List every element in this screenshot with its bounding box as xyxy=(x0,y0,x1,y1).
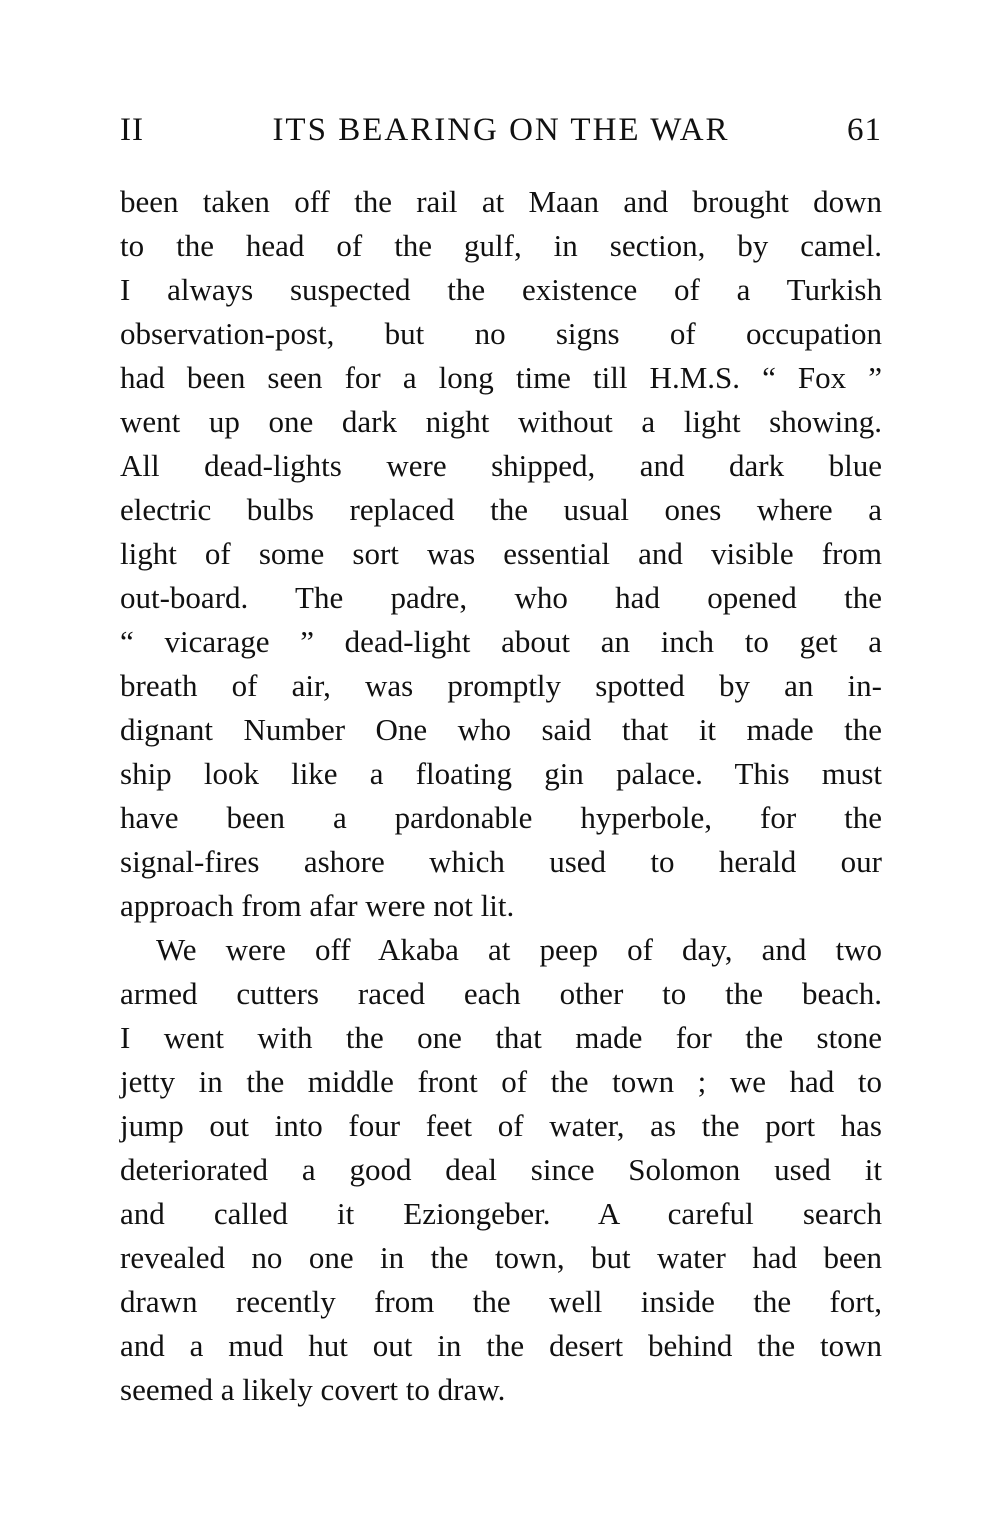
text-line: out-board. The padre, who had opened the xyxy=(120,580,882,615)
text-line: have been a pardonable hyperbole, for the xyxy=(120,800,882,835)
text-line: revealed no one in the town, but water had been xyxy=(120,1240,882,1275)
paragraph-2 xyxy=(120,928,882,1412)
text-line: went up one dark night without a light showing. xyxy=(120,404,882,439)
text-line: had been seen for a long time till H.M.S. “ Fox ” xyxy=(120,360,882,395)
text-line: to the head of the gulf, in section, by camel. xyxy=(120,228,882,263)
text-line: drawn recently from the well inside the fort, xyxy=(120,1284,882,1319)
text-line: breath of air, was promptly spotted by an in- xyxy=(120,668,882,703)
paragraph-1 xyxy=(120,180,882,928)
text-line: jetty in the middle front of the town ; we had to xyxy=(120,1064,882,1099)
text-line: I went with the one that made for the stone xyxy=(120,1020,882,1055)
text-line: light of some sort was essential and visible from xyxy=(120,536,882,571)
chapter-number: II xyxy=(120,112,144,148)
text-line: ship look like a floating gin palace. This must xyxy=(120,756,882,791)
running-title: ITS BEARING ON THE WAR xyxy=(272,112,730,148)
text-line: approach from afar were not lit. xyxy=(120,888,515,923)
text-line: deteriorated a good deal since Solomon used it xyxy=(120,1152,882,1187)
running-head xyxy=(120,112,882,160)
text-line: I always suspected the existence of a Turkish xyxy=(120,272,882,307)
page-number: 61 xyxy=(847,112,882,148)
text-line: All dead-lights were shipped, and dark blue xyxy=(120,448,882,483)
text-line: electric bulbs replaced the usual ones where a xyxy=(120,492,882,527)
text-line: We were off Akaba at peep of day, and two xyxy=(156,932,882,967)
text-line: jump out into four feet of water, as the port has xyxy=(120,1108,882,1143)
text-line: armed cutters raced each other to the beach. xyxy=(120,976,882,1011)
text-line: observation-post, but no signs of occupation xyxy=(120,316,882,351)
body-text xyxy=(120,180,882,1412)
text-line: and a mud hut out in the desert behind the town xyxy=(120,1328,882,1363)
text-line: signal-fires ashore which used to herald our xyxy=(120,844,882,879)
text-line: and called it Eziongeber. A careful search xyxy=(120,1196,882,1231)
text-line: dignant Number One who said that it made the xyxy=(120,712,882,747)
text-line: been taken off the rail at Maan and brought down xyxy=(120,184,882,219)
text-line: seemed a likely covert to draw. xyxy=(120,1372,506,1407)
text-line: “ vicarage ” dead-light about an inch to get a xyxy=(120,624,882,659)
